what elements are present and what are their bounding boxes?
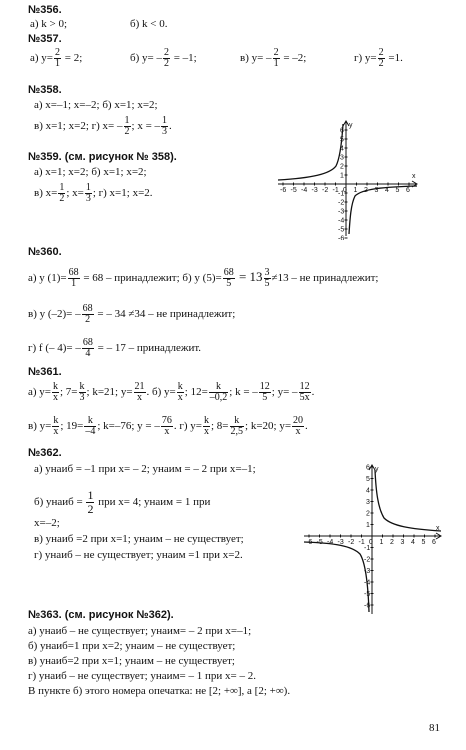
page-number: 81 (429, 722, 440, 734)
x-tick-label: 1 (353, 187, 358, 194)
y-tick-label: -2 (364, 556, 371, 564)
y-tick-label: 2 (366, 510, 370, 518)
problem-356-title: №356. (28, 4, 62, 16)
y-tick-label: 4 (340, 145, 344, 153)
y-tick-label: -4 (338, 217, 345, 225)
hyperbola-branch-left (304, 542, 369, 612)
y-axis-label: y (349, 122, 353, 129)
problem-360-a: а) y (1)= $\frac{68}{1}$ = 68 – принадлежит; б) y (5)= $\frac{68}{5}$ = 13 $\frac{3}{5}$ ≠13 – не принадлежит; (28, 267, 379, 289)
x-tick-label: 0 (369, 539, 373, 546)
x-tick-label: -3 (337, 539, 344, 546)
graph-362 (300, 462, 446, 618)
y-tick-label: -3 (364, 568, 371, 575)
x-tick-label: 6 (406, 187, 410, 194)
x-tick-label: 1 (379, 539, 384, 546)
problem-359-line1: а) x=1; x=2; б) x=1; x=2; (34, 166, 147, 178)
problem-357-d: г) y= $\frac{2}{2}$ =1. (354, 47, 403, 69)
x-tick-label: -2 (322, 187, 329, 194)
problem-363-d: г) yнаиб – не существует; yнаим= – 1 при x= – 2. (28, 670, 256, 682)
problem-358-line2: в) x=1; x=2; г) x= – $\frac{1}{2}$ ; x = – $\frac{1}{3}$ . (34, 115, 172, 137)
problem-361-title: №361. (28, 366, 62, 378)
problem-357-title: №357. (28, 33, 62, 45)
y-tick-label: -2 (338, 199, 345, 207)
y-axis-label: y (375, 466, 379, 473)
problem-363-a: а) yнаиб – не существует; yнаим= – 2 при x=–1; (28, 625, 252, 637)
x-tick-label: 5 (395, 187, 400, 194)
hyperbola-branch-left (278, 124, 343, 180)
y-tick-label: -3 (338, 208, 345, 216)
problem-358-line1: а) x=–1; x=–2; б) x=1; x=2; (34, 99, 158, 111)
graph-358 (272, 118, 422, 240)
y-tick-label: -6 (338, 235, 345, 240)
x-axis-label: x (412, 173, 416, 180)
problem-359-title: №359. (см. рисунок № 358). (28, 151, 177, 163)
problem-359-line2: в) x= $\frac{1}{2}$ ; x= $\frac{1}{3}$ ; г) x=1; x=2. (34, 182, 153, 204)
problem-362-a: а) yнаиб = –1 при x= – 2; yнаим = – 2 при x=–1; (34, 463, 256, 475)
hyperbola-branch-right (375, 470, 441, 531)
x-tick-label: 6 (432, 539, 436, 546)
problem-358-title: №358. (28, 84, 62, 96)
x-tick-label: 0 (343, 187, 347, 194)
problem-363-c: в) yнаиб=2 при x=1; yнаим – не существует; (28, 655, 235, 667)
y-tick-label: -1 (364, 545, 371, 552)
problem-360-b: в) y (–2)= – $\frac{68}{2}$ = – 34 ≠34 – не принадлежит; (28, 303, 236, 325)
x-tick-label: 3 (374, 187, 379, 194)
x-axis-label: x (436, 525, 440, 532)
y-tick-label: 1 (340, 172, 344, 180)
x-tick-label: 3 (400, 539, 405, 546)
y-tick-label: 4 (366, 487, 370, 495)
x-tick-label: -3 (311, 187, 318, 194)
problem-357-c: в) y= – $\frac{2}{1}$ = –2; (240, 47, 307, 69)
y-tick-label: 1 (366, 522, 370, 529)
problem-362-d: г) yнаиб – не существует; yнаим =1 при x=2. (34, 549, 243, 561)
x-tick-label: 4 (385, 187, 389, 194)
x-tick-label: -5 (290, 187, 297, 194)
problem-363-b: б) yнаиб=1 при x=2; yнаим – не существует; (28, 640, 236, 652)
problem-362-c: в) yнаиб =2 при x=1; yнаим – не существует; (34, 533, 244, 545)
y-tick-label: 5 (340, 136, 344, 144)
problem-360-c: г) f (– 4)= – $\frac{68}{4}$ = – 17 – принадлежит. (28, 337, 202, 359)
y-tick-label: 2 (340, 163, 344, 171)
problem-362-b: б) yнаиб = $\frac{1}{2}$ при x= 4; yнаим = 1 при (34, 488, 211, 516)
x-tick-label: 2 (390, 539, 394, 546)
y-tick-label: 6 (366, 464, 370, 472)
problem-363-title: №363. (см. рисунок №362). (28, 609, 174, 621)
x-tick-label: -4 (327, 539, 334, 546)
problem-357-b: б) y= – $\frac{2}{2}$ = –1; (130, 47, 197, 69)
problem-362-b-cont: x=–2; (34, 517, 60, 529)
problem-363-note: В пункте б) этого номера опечатка: не [2; +∞], а [2; +∞). (28, 685, 291, 697)
x-tick-label: -1 (332, 187, 339, 194)
x-tick-label: -5 (316, 539, 323, 546)
y-tick-label: -4 (364, 579, 371, 587)
y-tick-label: -1 (338, 190, 345, 198)
problem-361-line1: а) y= $\frac{k}{x}$ ; 7= $\frac{k}{3}$ ; k=21; y= $\frac{21}{x}$ . б) y= $\frac{k}{x}$ ; 12= $\frac{k}{-0,2}$ ; k = – $\frac{12}{5}$ ; y= – $\frac{12}{5x}$ . (28, 381, 315, 403)
problem-362-title: №362. (28, 447, 62, 459)
x-tick-label: 5 (421, 539, 426, 546)
x-tick-label: -4 (301, 187, 308, 194)
y-tick-label: -5 (364, 591, 371, 598)
x-tick-label: -2 (348, 539, 355, 546)
x-tick-label: 2 (364, 187, 368, 194)
y-tick-label: 5 (366, 476, 370, 483)
problem-361-line2: в) y= $\frac{k}{x}$ ; 19= $\frac{k}{-4}$ ; k=–76; y = – $\frac{76}{x}$ . г) y= $\frac{k}{x}$ ; 8= $\frac{k}{2,5}$ ; k=20; y= $\frac{20}{x}$ . (28, 415, 308, 437)
problem-357-a: а) y= $\frac{2}{1}$ = 2; (30, 47, 83, 69)
x-tick-label: -6 (306, 539, 313, 546)
y-tick-label: -6 (364, 602, 371, 610)
x-tick-label: -6 (280, 187, 287, 194)
y-tick-label: 3 (340, 154, 344, 162)
problem-356-a: а) k > 0; (30, 18, 68, 30)
x-tick-label: 4 (411, 539, 415, 546)
problem-356-b: б) k < 0. (130, 18, 168, 30)
y-tick-label: 3 (366, 499, 370, 506)
y-tick-label: 6 (340, 127, 344, 135)
y-tick-label: -5 (338, 226, 345, 234)
problem-360-title: №360. (28, 246, 62, 258)
x-tick-label: -1 (358, 539, 365, 546)
